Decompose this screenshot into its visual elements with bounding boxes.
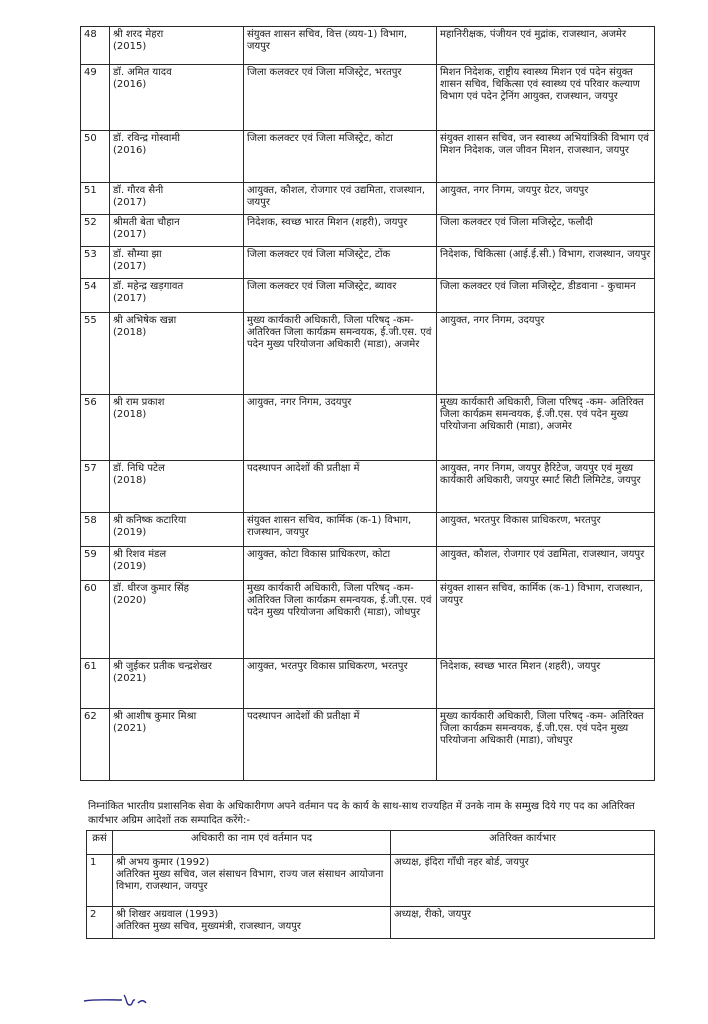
officer-name-cell (110, 547, 244, 581)
batch-year: (2020) (113, 595, 147, 606)
batch-year: (2021) (113, 723, 147, 734)
current-post: अतिरिक्त मुख्य सचिव, जल संसाधन विभाग, राज्य जल संसाधन आयोजना विभाग, राजस्थान, जयपुर (116, 869, 384, 892)
column-header-serial: क्रसं (87, 831, 113, 855)
table-row (87, 855, 655, 907)
current-post: मुख्य कार्यकारी अधिकारी, जिला परिषद् -कम- अतिरिक्त जिला कार्यक्रम समन्वयक, ई.जी.एस. एवं पदेन मुख्य परियोजना अधिकारी (माडा), जोधपुर (244, 581, 437, 659)
table-row (81, 547, 655, 581)
column-header-officer: अधिकारी का नाम एवं वर्तमान पद (113, 831, 391, 855)
new-post: निदेशक, स्वच्छ भारत मिशन (शहरी), जयपुर (437, 659, 655, 709)
additional-charge-header (87, 831, 655, 855)
table-row (81, 279, 655, 313)
officer-name: श्रीमती बेता चौहान (113, 217, 180, 228)
officer-name: श्री अभिषेक खन्ना (113, 315, 177, 326)
batch-year: (2016) (113, 79, 147, 90)
officer-name: डॉ. रविन्द्र गोस्वामी (113, 133, 180, 144)
serial-number: 57 (81, 461, 110, 513)
officer-name-cell (110, 279, 244, 313)
serial-number: 51 (81, 183, 110, 215)
table-row (81, 27, 655, 65)
batch-year: (2017) (113, 229, 147, 240)
current-post: आयुक्त, कौशल, रोजगार एवं उद्यमिता, राजस्थान, जयपुर (244, 183, 437, 215)
officer-name: डॉ. धीरज कुमार सिंह (113, 583, 189, 594)
officer-name: डॉ. गौरव सैनी (113, 185, 164, 196)
officer-name-cell (110, 65, 244, 131)
officer-name-cell (110, 247, 244, 279)
new-post: मिशन निदेशक, राष्ट्रीय स्वास्थ्य मिशन एवं पदेन संयुक्त शासन सचिव, चिकित्सा एवं स्वास्थ्य एवं परिवार कल्याण विभाग एवं पदेन ट्रेनिंग आयुक्त, राजस्थान, जयपुर (437, 65, 655, 131)
table-row (81, 65, 655, 131)
officer-name-cell (110, 461, 244, 513)
table-row (81, 581, 655, 659)
officer-name-cell (110, 513, 244, 547)
batch-year: (2018) (113, 409, 147, 420)
current-post: जिला कलक्टर एवं जिला मजिस्ट्रेट, भरतपुर (244, 65, 437, 131)
table-row (81, 513, 655, 547)
officer-name-cell (110, 183, 244, 215)
new-post: मुख्य कार्यकारी अधिकारी, जिला परिषद् -कम- अतिरिक्त जिला कार्यक्रम समन्वयक, ई.जी.एस. एवं पदेन मुख्य परियोजना अधिकारी (माडा), अजमेर (437, 395, 655, 461)
officer-name: डॉ. अमित यादव (113, 67, 172, 78)
new-post: महानिरीक्षक, पंजीयन एवं मुद्रांक, राजस्थान, अजमेर (437, 27, 655, 65)
new-post: आयुक्त, नगर निगम, जयपुर ग्रेटर, जयपुर (437, 183, 655, 215)
officer-name: श्री आशीष कुमार मिश्रा (113, 711, 197, 722)
new-post: जिला कलक्टर एवं जिला मजिस्ट्रेट, फलौदी (437, 215, 655, 247)
batch-year: (2017) (113, 293, 147, 304)
current-post: जिला कलक्टर एवं जिला मजिस्ट्रेट, टोंक (244, 247, 437, 279)
officer-name: श्री शरद मेहरा (113, 29, 164, 40)
batch-year: (2019) (113, 561, 147, 572)
current-post: संयुक्त शासन सचिव, वित्त (व्यय-1) विभाग, जयपुर (244, 27, 437, 65)
table-row (81, 461, 655, 513)
current-post: अतिरिक्त मुख्य सचिव, मुख्यमंत्री, राजस्थान, जयपुर (116, 921, 302, 932)
table-row (81, 395, 655, 461)
officer-name: श्री शिखर अग्रवाल (1993) (116, 909, 219, 920)
serial-number: 50 (81, 131, 110, 183)
officer-cell (113, 855, 391, 907)
serial-number: 52 (81, 215, 110, 247)
current-post: पदस्थापन आदेशों की प्रतीक्षा में (244, 709, 437, 781)
batch-year: (2018) (113, 327, 147, 338)
officer-name-cell (110, 215, 244, 247)
batch-year: (2016) (113, 145, 147, 156)
batch-year: (2018) (113, 475, 147, 486)
serial-number: 1 (87, 855, 113, 907)
current-post: संयुक्त शासन सचिव, कार्मिक (क-1) विभाग, राजस्थान, जयपुर (244, 513, 437, 547)
batch-year: (2021) (113, 673, 147, 684)
new-post: निदेशक, चिकित्सा (आई.ई.सी.) विभाग, राजस्थान, जयपुर (437, 247, 655, 279)
officer-name: श्री कनिष्क कटारिया (113, 515, 187, 526)
new-post: संयुक्त शासन सचिव, कार्मिक (क-1) विभाग, राजस्थान, जयपुर (437, 581, 655, 659)
new-post: संयुक्त शासन सचिव, जन स्वास्थ्य अभियांत्रिकी विभाग एवं मिशन निदेशक, जल जीवन मिशन, राजस्थान, जयपुर (437, 131, 655, 183)
current-post: आयुक्त, कोटा विकास प्राधिकरण, कोटा (244, 547, 437, 581)
serial-number: 62 (81, 709, 110, 781)
new-post: आयुक्त, नगर निगम, उदयपुर (437, 313, 655, 395)
serial-number: 61 (81, 659, 110, 709)
new-post: जिला कलक्टर एवं जिला मजिस्ट्रेट, डीडवाना - कुचामन (437, 279, 655, 313)
table-row (81, 183, 655, 215)
officer-name-cell (110, 313, 244, 395)
officer-cell (113, 907, 391, 939)
additional-charge: अध्यक्ष, इंदिरा गाँधी नहर बोर्ड, जयपुर (391, 855, 655, 907)
serial-number: 58 (81, 513, 110, 547)
current-post: आयुक्त, नगर निगम, उदयपुर (244, 395, 437, 461)
table-row (81, 659, 655, 709)
batch-year: (2015) (113, 41, 147, 52)
officer-name: श्री जुईकर प्रतीक चन्द्रशेखर (113, 661, 212, 672)
officer-name: डॉ. महेन्द्र खड़गावत (113, 281, 184, 292)
table-row (81, 131, 655, 183)
current-post: पदस्थापन आदेशों की प्रतीक्षा में (244, 461, 437, 513)
current-post: आयुक्त, भरतपुर विकास प्राधिकरण, भरतपुर (244, 659, 437, 709)
table-row (81, 313, 655, 395)
transfer-table-body (81, 27, 655, 781)
table-row (81, 215, 655, 247)
officer-name-cell (110, 709, 244, 781)
new-post: आयुक्त, नगर निगम, जयपुर हैरिटेज, जयपुर एवं मुख्य कार्यकारी अधिकारी, जयपुर स्मार्ट सिटी लिमिटेड, जयपुर (437, 461, 655, 513)
column-header-additional-charge: अतिरिक्त कार्यभार (391, 831, 655, 855)
officer-name: श्री राम प्रकाश (113, 397, 165, 408)
serial-number: 55 (81, 313, 110, 395)
serial-number: 49 (81, 65, 110, 131)
officer-name-cell (110, 395, 244, 461)
serial-number: 53 (81, 247, 110, 279)
officer-name-cell (110, 581, 244, 659)
officer-name: श्री रिशव मंडल (113, 549, 167, 560)
batch-year: (2017) (113, 197, 147, 208)
serial-number: 54 (81, 279, 110, 313)
additional-charge-table (86, 830, 655, 939)
officer-name-cell (110, 131, 244, 183)
current-post: मुख्य कार्यकारी अधिकारी, जिला परिषद् -कम- अतिरिक्त जिला कार्यक्रम समन्वयक, ई.जी.एस. एवं पदेन मुख्य परियोजना अधिकारी (माडा), अजमेर (244, 313, 437, 395)
table-row (87, 907, 655, 939)
batch-year: (2019) (113, 527, 147, 538)
signature-mark (80, 985, 160, 1015)
new-post: आयुक्त, कौशल, रोजगार एवं उद्यमिता, राजस्थान, जयपुर (437, 547, 655, 581)
current-post: जिला कलक्टर एवं जिला मजिस्ट्रेट, ब्यावर (244, 279, 437, 313)
officer-name-cell (110, 659, 244, 709)
officer-name: श्री अभय कुमार (1992) (116, 857, 210, 868)
batch-year: (2017) (113, 261, 147, 272)
serial-number: 48 (81, 27, 110, 65)
serial-number: 56 (81, 395, 110, 461)
table-row (81, 247, 655, 279)
current-post: निदेशक, स्वच्छ भारत मिशन (शहरी), जयपुर (244, 215, 437, 247)
officer-name-cell (110, 27, 244, 65)
additional-charge: अध्यक्ष, रीको, जयपुर (391, 907, 655, 939)
header-row (87, 831, 655, 855)
additional-charge-note: निम्नांकित भारतीय प्रशासनिक सेवा के अधिकारीगण अपने वर्तमान पद के कार्य के साथ-साथ राज्यहित में उनके नाम के सम्मुख दिये गए पद का अतिरिक्त कार्यभार अग्रिम आदेशों तक सम्पादित करेंगे:- (88, 801, 635, 826)
additional-charge-body (87, 855, 655, 939)
current-post: जिला कलक्टर एवं जिला मजिस्ट्रेट, कोटा (244, 131, 437, 183)
serial-number: 60 (81, 581, 110, 659)
officer-name: डॉ. निधि पटेल (113, 463, 165, 474)
serial-number: 59 (81, 547, 110, 581)
officer-name: डॉ. सौम्या झा (113, 249, 162, 260)
new-post: मुख्य कार्यकारी अधिकारी, जिला परिषद् -कम- अतिरिक्त जिला कार्यक्रम समन्वयक, ई.जी.एस. एवं पदेन मुख्य परियोजना अधिकारी (माडा), जोधपुर (437, 709, 655, 781)
table-row (81, 709, 655, 781)
transfer-table (80, 26, 655, 781)
new-post: आयुक्त, भरतपुर विकास प्राधिकरण, भरतपुर (437, 513, 655, 547)
serial-number: 2 (87, 907, 113, 939)
